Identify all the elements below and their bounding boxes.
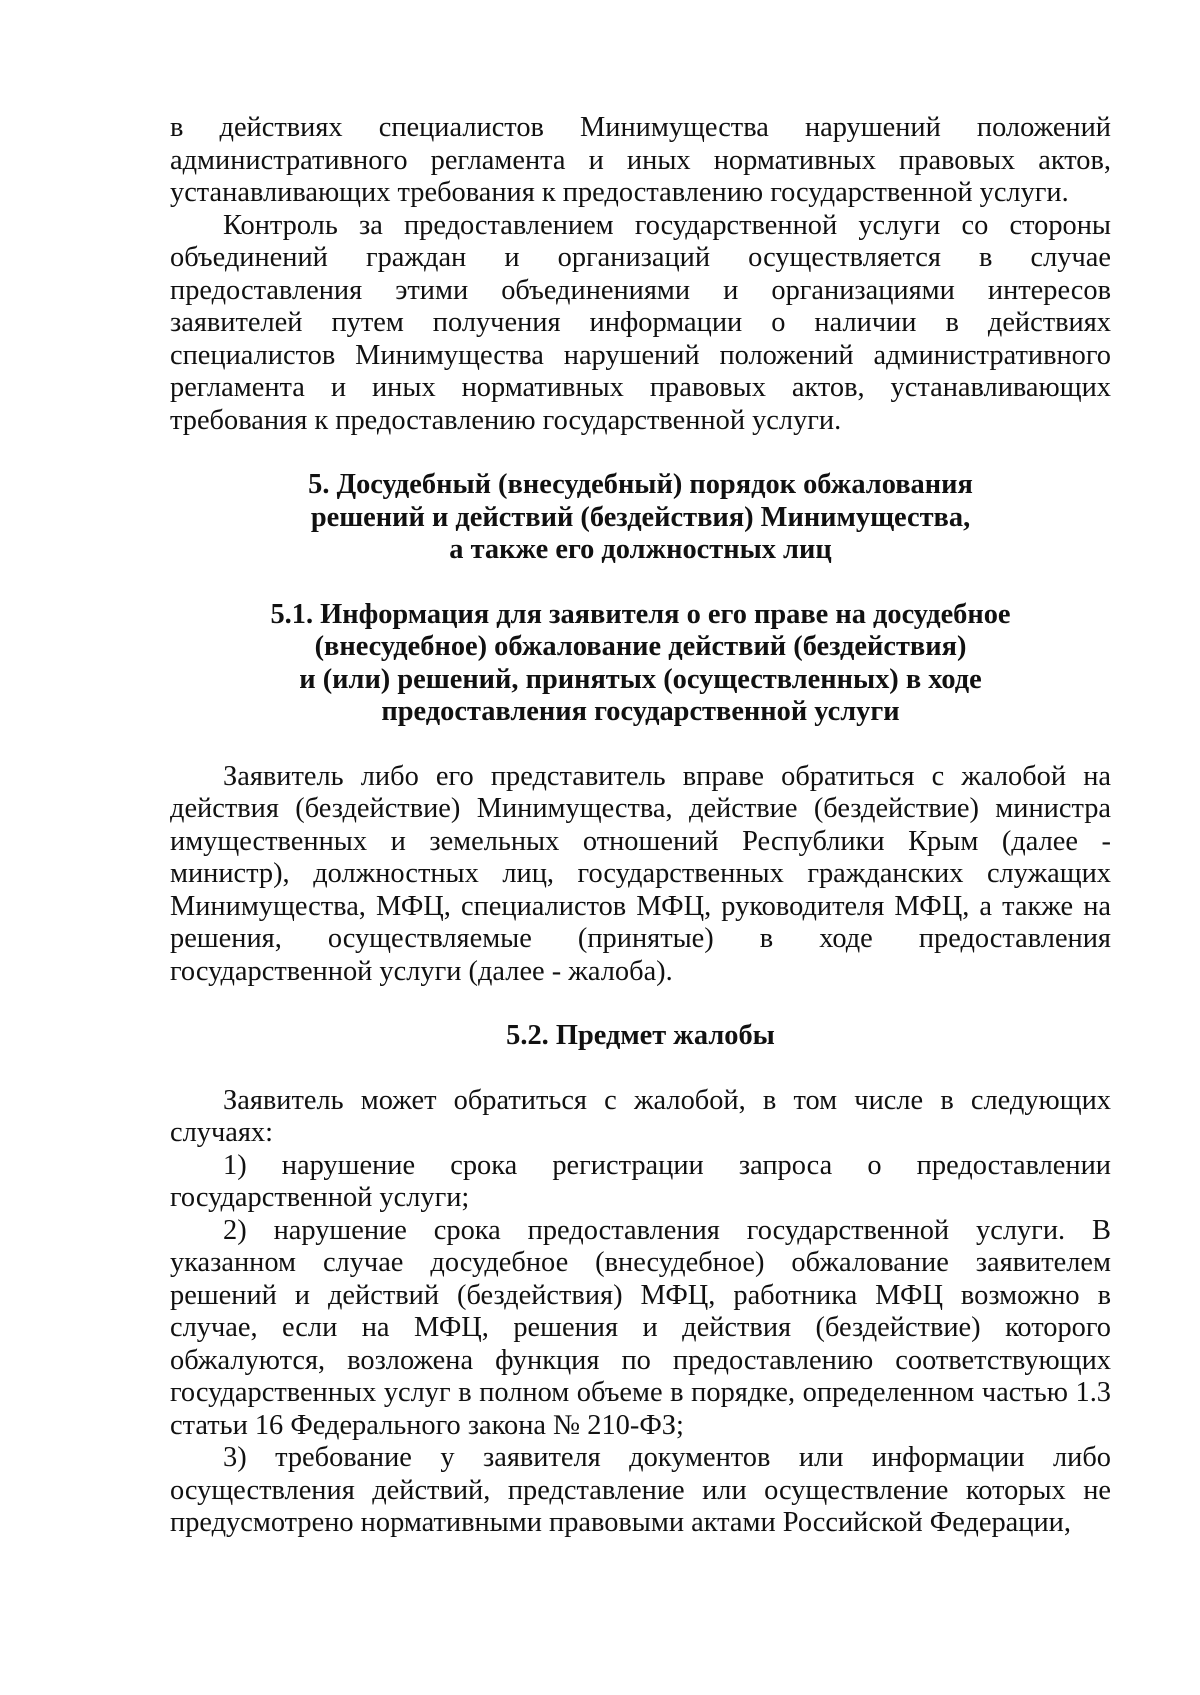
right-to-appeal-paragraph: Заявитель либо его представитель вправе обратиться с жалобой на действия (бездействие) Минимущества, действие (бездействие) министра имущественных и земельных отношений Республики Крым (далее - министр), должностных лиц, государственных гражданских служащих Минимущества, МФЦ, специалистов МФЦ, руководителя МФЦ, а также на решения, осуществляемые (принятые) в ходе предоставления государственной услуги (далее - жалоба). <box>170 760 1111 987</box>
heading-line: и (или) решений, принятых (осуществленных) в ходе <box>299 663 982 695</box>
heading-line: а также его должностных лиц <box>449 534 832 565</box>
heading-line: (внесудебное) обжалование действий (бездействия) <box>314 631 967 662</box>
control-paragraph: Контроль за предоставлением государственной услуги со стороны объединений граждан и организаций осуществляется в случае предоставления этими объединениями и организациями интересов заявителей путем получения информации о наличии в действиях специалистов Минимущества нарушений положений административного регламента и иных нормативных правовых актов, устанавливающих требования к предоставлению государственной услуги. <box>170 209 1111 436</box>
complaint-case-item: 3) требование у заявителя документов или информации либо осуществления действий, представление или осуществление которых не предусмотрено нормативными правовыми актами Российской Федерации, <box>170 1442 1111 1538</box>
complaint-intro-paragraph: Заявитель может обратиться с жалобой, в том числе в следующих случаях: <box>170 1084 1111 1148</box>
continuation-paragraph: в действиях специалистов Минимущества нарушений положений административного регламента и иных нормативных правовых актов, устанавливающих требования к предоставлению государственной услуги. <box>170 112 1111 208</box>
heading-line: предоставления государственной услуги <box>381 696 900 727</box>
section-5-1-heading <box>170 599 1111 729</box>
section-5-2-heading: 5.2. Предмет жалобы <box>506 1020 775 1051</box>
complaint-case-item: 1) нарушение срока регистрации запроса о предоставлении государственной услуги; <box>170 1149 1111 1213</box>
complaint-case-item: 2) нарушение срока предоставления государственной услуги. В указанном случае досудебное (внесудебное) обжалование заявителем решений и действий (бездействия) МФЦ, работника МФЦ возможно в случае, если на МФЦ, решения и действия (бездействие) которого обжалуются, возложена функция по предоставлению соответствующих государственных услуг в полном объеме в порядке, определенном частью 1.3 статьи 16 Федерального закона № 210-ФЗ; <box>170 1214 1111 1441</box>
heading-line: 5.1. Информация для заявителя о его праве на досудебное <box>270 598 1011 630</box>
document-body <box>170 112 1111 1540</box>
section-5-heading <box>170 469 1111 567</box>
heading-line: 5. Досудебный (внесудебный) порядок обжалования <box>308 469 973 500</box>
heading-line: решений и действий (бездействия) Минимущества, <box>310 501 971 533</box>
